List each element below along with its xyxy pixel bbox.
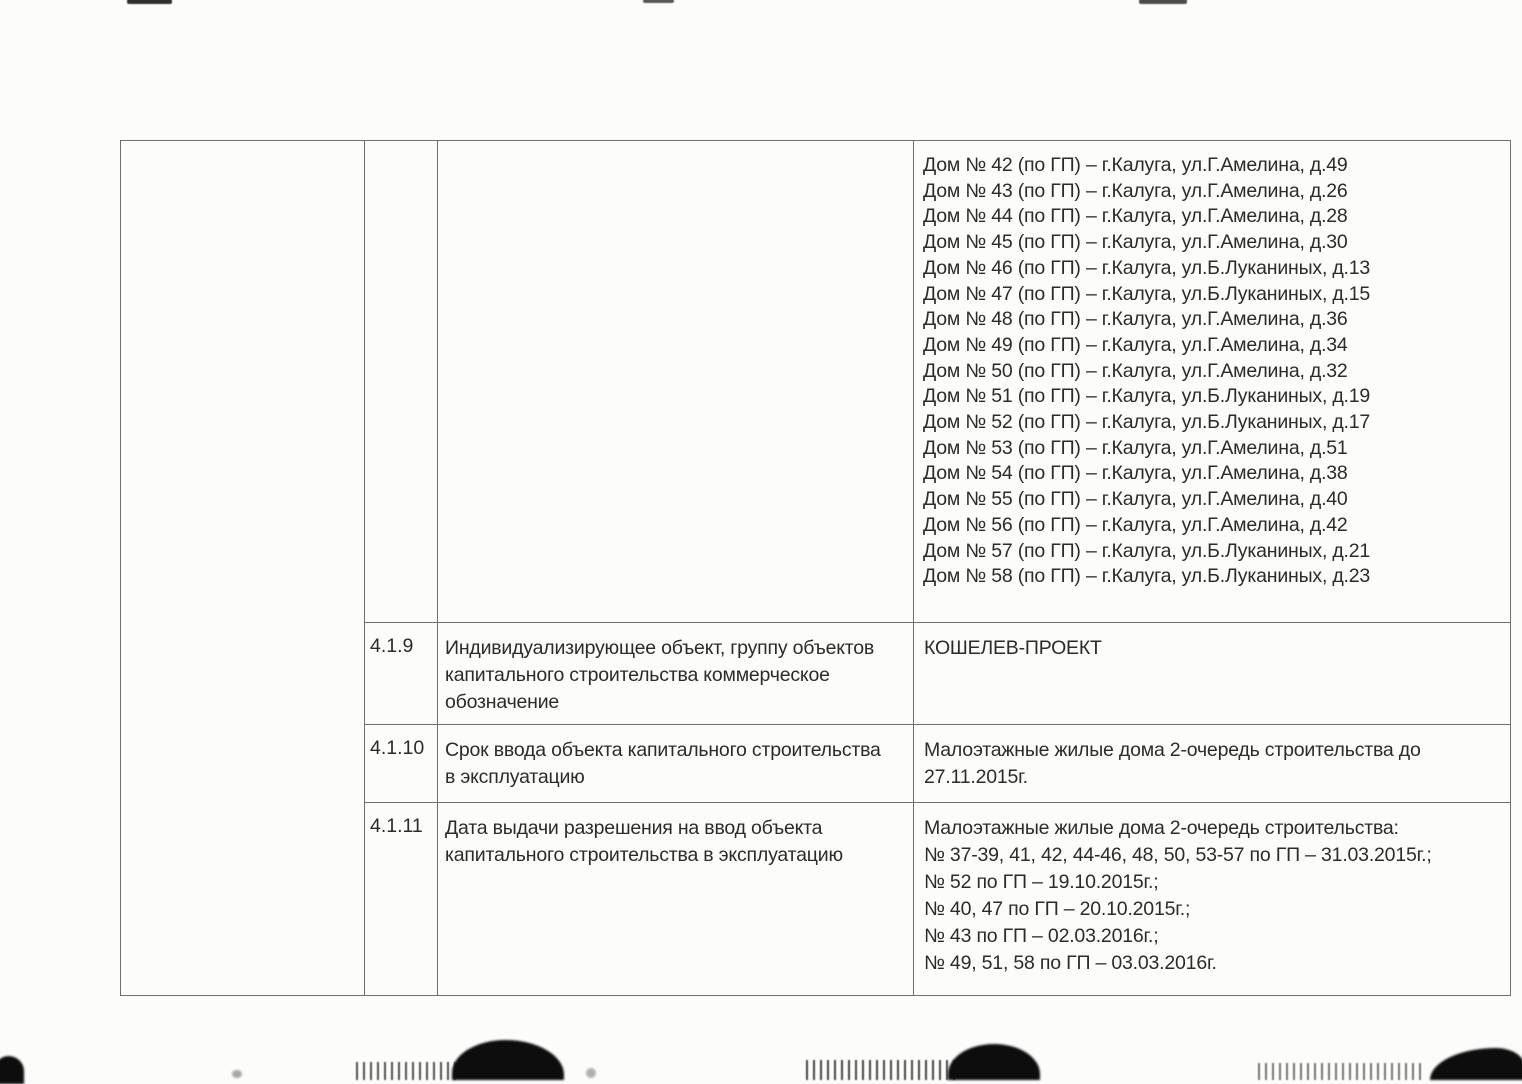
- value-line: КОШЕЛЕВ-ПРОЕКТ: [924, 637, 1102, 659]
- table-cell-address-list: [914, 141, 1510, 622]
- address-line: Дом № 55 (по ГП) – г.Калуга, ул.Г.Амелина, д.40: [923, 488, 1348, 511]
- address-line: Дом № 45 (по ГП) – г.Калуга, ул.Г.Амелина, д.30: [923, 231, 1348, 254]
- address-line: Дом № 58 (по ГП) – г.Калуга, ул.Б.Луканиных, д.23: [923, 565, 1371, 588]
- value-line: 27.11.2015г.: [924, 766, 1028, 788]
- value-line: № 43 по ГП – 02.03.2016г.;: [924, 925, 1159, 947]
- scan-dashes-1: [356, 1062, 456, 1080]
- address-line: Дом № 43 (по ГП) – г.Калуга, ул.Г.Амелина, д.26: [923, 179, 1348, 202]
- row-value-4-1-9: [914, 622, 1510, 724]
- row-number-4-1-11: 4.1.11: [365, 802, 438, 995]
- row-description-4-1-9: [438, 622, 914, 724]
- description-line: капитального строительства коммерческое: [445, 664, 830, 686]
- value-line: Малоэтажные жилые дома 2-очередь строительства до: [924, 739, 1421, 761]
- row-description-4-1-11: [438, 802, 914, 995]
- address-line: Дом № 49 (по ГП) – г.Калуга, ул.Г.Амелина, д.34: [923, 333, 1348, 356]
- address-line: Дом № 57 (по ГП) – г.Калуга, ул.Б.Луканиных, д.21: [923, 539, 1371, 562]
- description-line: Срок ввода объекта капитального строительства: [445, 739, 881, 761]
- table-cell-desc-empty: [438, 141, 914, 622]
- row-number-4-1-9: 4.1.9: [365, 622, 438, 724]
- address-line: Дом № 52 (по ГП) – г.Калуга, ул.Б.Луканиных, д.17: [923, 411, 1371, 434]
- description-line: капитального строительства в эксплуатацию: [445, 844, 843, 866]
- scan-dashes-3: [1258, 1063, 1423, 1080]
- value-line: № 49, 51, 58 по ГП – 03.03.2016г.: [924, 952, 1217, 974]
- scan-blob-bottom-right: [1430, 1048, 1522, 1080]
- value-line: № 52 по ГП – 19.10.2015г.;: [924, 871, 1159, 893]
- scan-speck: [586, 1068, 596, 1078]
- scan-blob-1: [452, 1040, 564, 1080]
- address-line: Дом № 46 (по ГП) – г.Калуга, ул.Б.Луканиных, д.13: [923, 256, 1371, 279]
- table-cell-num-empty: [365, 141, 438, 622]
- address-line: Дом № 56 (по ГП) – г.Калуга, ул.Г.Амелина, д.42: [923, 513, 1348, 536]
- scan-speck: [232, 1070, 242, 1078]
- address-line: Дом № 51 (по ГП) – г.Калуга, ул.Б.Луканиных, д.19: [923, 385, 1371, 408]
- description-line: Индивидуализирующее объект, группу объектов: [445, 637, 875, 659]
- value-line: Малоэтажные жилые дома 2-очередь строительства:: [924, 817, 1399, 839]
- table-cell-left-empty: [121, 141, 365, 995]
- value-line: № 40, 47 по ГП – 20.10.2015г.;: [924, 898, 1191, 920]
- address-line: Дом № 50 (по ГП) – г.Калуга, ул.Г.Амелина, д.32: [923, 359, 1348, 382]
- row-value-4-1-11: [914, 802, 1510, 995]
- row-value-4-1-10: [914, 724, 1510, 802]
- address-line: Дом № 53 (по ГП) – г.Калуга, ул.Г.Амелина, д.51: [923, 436, 1348, 459]
- address-line: Дом № 44 (по ГП) – г.Калуга, ул.Г.Амелина, д.28: [923, 205, 1348, 228]
- description-line: в эксплуатацию: [445, 766, 585, 788]
- row-description-4-1-10: [438, 724, 914, 802]
- scan-smudge-top-2: [643, 0, 674, 3]
- scan-dashes-2: [806, 1060, 956, 1080]
- address-line: Дом № 42 (по ГП) – г.Калуга, ул.Г.Амелина, д.49: [923, 154, 1348, 176]
- scan-smudge-top-3: [1139, 0, 1187, 4]
- scan-smudge-top-1: [127, 0, 172, 4]
- scan-blob-2: [948, 1044, 1040, 1080]
- row-number-4-1-10: 4.1.10: [365, 724, 438, 802]
- value-line: № 37-39, 41, 42, 44-46, 48, 50, 53-57 по ГП – 31.03.2015г.;: [924, 844, 1432, 866]
- description-line: Дата выдачи разрешения на ввод объекта: [445, 817, 823, 839]
- address-line: Дом № 48 (по ГП) – г.Калуга, ул.Г.Амелина, д.36: [923, 308, 1348, 331]
- address-line: Дом № 47 (по ГП) – г.Калуга, ул.Б.Луканиных, д.15: [923, 282, 1371, 305]
- declaration-table: [120, 140, 1511, 996]
- address-line: Дом № 54 (по ГП) – г.Калуга, ул.Г.Амелина, д.38: [923, 462, 1348, 485]
- description-line: обозначение: [445, 691, 560, 713]
